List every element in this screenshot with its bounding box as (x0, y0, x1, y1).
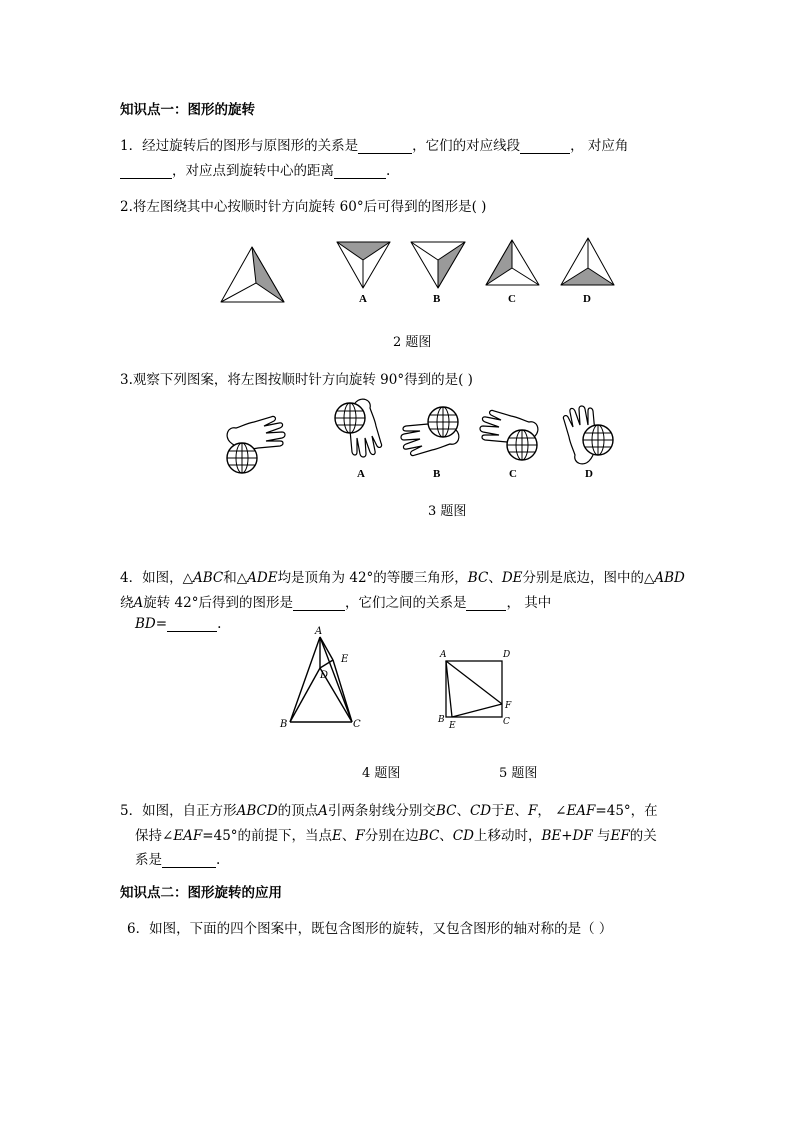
q2-option-d-label[interactable]: D (583, 293, 591, 305)
q3-option-a-label[interactable]: A (357, 468, 365, 480)
q4-caption: 4 题图 (362, 766, 401, 781)
q2-caption: 2 题图 (393, 335, 432, 350)
q5-label-b: B (438, 715, 445, 725)
q4-label-b: B (280, 719, 288, 730)
q4-label-c: C (353, 719, 361, 730)
question-2-text: 2.将左图绕其中心按顺时针方向旋转 60°后可得到的图形是( ) (120, 199, 487, 215)
q4-label-d: D (320, 670, 329, 681)
section-2-title: 知识点二：图形旋转的应用 (120, 885, 282, 901)
q3-option-b-label[interactable]: B (433, 468, 441, 480)
q3-caption: 3 题图 (428, 504, 467, 519)
question-4-line-3: BD= . (135, 616, 222, 632)
question-4-line-2: 绕A旋转 42°后得到的图形是 ，它们之间的关系是 ， 其中 (120, 595, 552, 611)
question-5-line-3: 系是 . (135, 852, 221, 868)
q5-label-f: F (505, 701, 512, 711)
q5-label-c: C (503, 717, 510, 727)
q5-label-a: A (440, 650, 447, 660)
question-3-text: 3.观察下列图案，将左图按顺时针方向旋转 90°得到的是( ) (120, 372, 473, 388)
q2-option-a-label[interactable]: A (359, 293, 367, 305)
question-6-text: 6．如图，下面的四个图案中，既包含图形的旋转，又包含图形的轴对称的是（ ） (127, 921, 613, 937)
section-1-title: 知识点一：图形的旋转 (120, 102, 255, 118)
question-1-line-1: 1．经过旋转后的图形与原图形的关系是 ，它们的对应线段 ， 对应角 (120, 138, 629, 154)
q4-label-e: E (341, 654, 349, 665)
q2-option-b-label[interactable]: B (433, 293, 441, 305)
q5-label-d: D (503, 650, 511, 660)
q5-label-e: E (449, 721, 456, 731)
q5-caption: 5 题图 (499, 766, 538, 781)
question-1-line-2: ，对应点到旋转中心的距离 . (120, 159, 390, 179)
q4-label-a: A (315, 626, 323, 637)
q2-option-c-label[interactable]: C (508, 293, 516, 305)
question-4-line-1: 4．如图，△ABC和△ADE均是顶角为 42°的等腰三角形，BC、DE分别是底边，图中的△ABD (120, 570, 685, 586)
answer-blank[interactable] (162, 854, 216, 868)
q3-option-d-label[interactable]: D (585, 468, 593, 480)
question-5-line-2: 保持∠EAF=45°的前提下，当点E、F分别在边BC、CD上移动时，BE+DF 与EF的关 (135, 828, 657, 844)
question-5-line-1: 5．如图，自正方形ABCD的顶点A引两条射线分别交BC、CD于E、F， ∠EAF=45°，在 (120, 803, 658, 819)
q3-option-c-label[interactable]: C (509, 468, 517, 480)
